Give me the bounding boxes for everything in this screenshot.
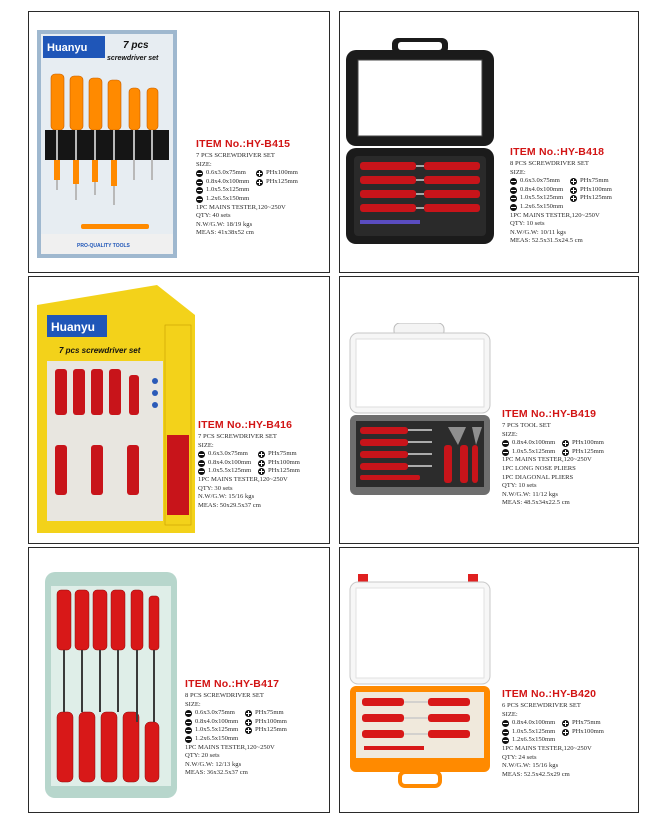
product-info-hy-b418	[510, 146, 638, 246]
item-number: ITEM No.:HY-B420	[502, 688, 597, 700]
size-row	[510, 203, 638, 212]
slotted-size: 0.6x3.0x75mm	[206, 169, 246, 177]
slotted-tip-icon	[196, 187, 203, 194]
extra-item: 1PC MAINS TESTER,120~250V	[502, 456, 592, 464]
size-label: SIZE:	[198, 441, 214, 449]
slotted-tip-icon	[510, 204, 517, 211]
slotted-tip-icon	[510, 187, 517, 194]
phillips-size: PHx125mm	[580, 194, 612, 202]
set-title: 6 PCS SCREWDRIVER SET	[502, 702, 581, 709]
size-label: SIZE:	[502, 430, 518, 438]
size-left	[185, 726, 245, 735]
size-left	[198, 450, 258, 459]
phillips-tip-icon	[258, 451, 265, 458]
slotted-tip-icon	[185, 736, 192, 743]
slotted-size: 1.2x6.5x150mm	[512, 736, 556, 744]
size-right	[562, 728, 604, 737]
size-label: SIZE:	[502, 710, 518, 718]
size-left	[510, 177, 570, 186]
measurement: MEAS: 48.5x34x22.5 cm	[502, 499, 570, 507]
weight: N.W/G.W: 15/16 kgs	[198, 493, 255, 501]
product-info-hy-b419	[502, 408, 638, 508]
phillips-size: PHx125mm	[572, 447, 604, 455]
weight: N.W/G.W: 18/19 kgs	[196, 220, 253, 228]
size-left	[510, 203, 570, 212]
size-left	[185, 735, 245, 744]
brand-logo-b416: Huanyu	[51, 320, 96, 334]
size-row	[185, 726, 327, 735]
size-left	[502, 439, 562, 448]
size-left	[510, 194, 570, 203]
slotted-tip-icon	[502, 440, 509, 447]
pack-subtitle-b415: screwdriver set	[107, 55, 159, 62]
product-card-hy-b419	[339, 276, 639, 544]
size-row	[502, 448, 638, 457]
phillips-tip-icon	[245, 727, 252, 734]
product-card-hy-b420	[339, 547, 639, 813]
slotted-size: 1.0x5.5x125mm	[208, 467, 252, 475]
size-right	[562, 439, 604, 448]
quantity: QTY: 30 sets	[198, 484, 233, 492]
size-left	[510, 186, 570, 195]
size-label: SIZE:	[185, 700, 201, 708]
set-title: 7 PCS SCREWDRIVER SET	[198, 433, 277, 440]
phillips-tip-icon	[570, 195, 577, 202]
product-photo-hy-b417	[45, 572, 177, 798]
size-left	[502, 719, 562, 728]
size-left	[502, 448, 562, 457]
product-photo-hy-b416	[37, 285, 195, 533]
slotted-tip-icon	[502, 720, 509, 727]
size-row	[502, 439, 638, 448]
phillips-size: PHx100mm	[572, 439, 604, 447]
slotted-size: 0.8x4.0x100mm	[512, 719, 556, 727]
measurement: MEAS: 52.5x42.5x29 cm	[502, 770, 570, 778]
size-right	[258, 467, 300, 476]
size-left	[185, 709, 245, 718]
slotted-tip-icon	[196, 170, 203, 177]
slotted-size: 0.8x4.0x100mm	[208, 458, 252, 466]
measurement: MEAS: 36x32.5x37 cm	[185, 769, 248, 777]
slotted-size: 1.0x5.5x125mm	[195, 726, 239, 734]
size-right	[570, 177, 609, 186]
quantity: QTY: 24 sets	[502, 753, 537, 761]
size-row	[185, 709, 327, 718]
slotted-tip-icon	[502, 737, 509, 744]
slotted-tip-icon	[185, 719, 192, 726]
size-left	[502, 736, 562, 745]
weight: N.W/G.W: 15/16 kgs	[502, 762, 559, 770]
size-left	[196, 186, 256, 195]
size-right	[570, 194, 612, 203]
size-row	[510, 186, 638, 195]
size-right	[245, 718, 287, 727]
product-card-hy-b416	[28, 276, 330, 544]
quantity: QTY: 10 sets	[510, 220, 545, 228]
extra-item: 1PC MAINS TESTER,120~250V	[510, 211, 600, 219]
set-title: 7 PCS SCREWDRIVER SET	[196, 152, 275, 159]
size-right	[570, 186, 612, 195]
size-row	[196, 195, 326, 204]
extra-item: 1PC DIAGONAL PLIERS	[502, 473, 574, 481]
size-row	[185, 735, 327, 744]
product-photo-hy-b420	[348, 574, 496, 794]
size-left	[185, 718, 245, 727]
size-left	[196, 195, 256, 204]
product-card-hy-b417	[28, 547, 330, 813]
pack-title-b415: 7 pcs	[123, 40, 149, 51]
item-number: ITEM No.:HY-B417	[185, 678, 280, 690]
slotted-tip-icon	[198, 451, 205, 458]
slotted-tip-icon	[510, 178, 517, 185]
phillips-tip-icon	[570, 178, 577, 185]
phillips-size: PHx100mm	[255, 717, 287, 725]
product-info-hy-b417	[185, 678, 327, 778]
size-right	[258, 450, 297, 459]
product-photo-hy-b415	[37, 30, 177, 258]
weight: N.W/G.W: 12/13 kgs	[185, 760, 242, 768]
phillips-tip-icon	[562, 449, 569, 456]
size-right	[256, 178, 298, 187]
measurement: MEAS: 52.5x31.5x24.5 cm	[510, 237, 583, 245]
phillips-tip-icon	[258, 460, 265, 467]
slotted-tip-icon	[185, 727, 192, 734]
slotted-size: 0.8x4.0x100mm	[195, 717, 239, 725]
measurement: MEAS: 41x38x52 cm	[196, 229, 254, 237]
slotted-tip-icon	[196, 196, 203, 203]
slotted-tip-icon	[185, 710, 192, 717]
phillips-size: PHx125mm	[268, 467, 300, 475]
size-row	[196, 169, 326, 178]
size-row	[185, 718, 327, 727]
quantity: QTY: 20 sets	[185, 752, 220, 760]
set-title: 7 PCS TOOL SET	[502, 422, 551, 429]
slotted-size: 1.2x6.5x150mm	[520, 202, 564, 210]
weight: N.W/G.W: 10/11 kgs	[510, 228, 566, 236]
slotted-size: 0.6x3.0x75mm	[208, 450, 248, 458]
brand-logo-b415: Huanyu	[47, 42, 88, 54]
phillips-size: PHx75mm	[572, 719, 601, 727]
size-right	[256, 169, 298, 178]
slotted-size: 1.0x5.5x125mm	[206, 186, 250, 194]
size-row	[502, 719, 638, 728]
item-number: ITEM No.:HY-B415	[196, 138, 291, 150]
size-row	[196, 178, 326, 187]
extra-item: 1PC MAINS TESTER,120~250V	[502, 744, 592, 752]
phillips-tip-icon	[570, 187, 577, 194]
size-row	[502, 736, 638, 745]
slotted-size: 1.2x6.5x150mm	[206, 194, 250, 202]
size-left	[198, 459, 258, 468]
size-label: SIZE:	[196, 160, 212, 168]
phillips-size: PHx125mm	[255, 726, 287, 734]
slotted-size: 0.6x3.0x75mm	[520, 177, 560, 185]
size-right	[258, 459, 300, 468]
size-left	[502, 728, 562, 737]
size-left	[198, 467, 258, 476]
set-title: 8 PCS SCREWDRIVER SET	[185, 692, 264, 699]
pack-title-b416: 7 pcs screwdriver set	[59, 346, 141, 355]
slotted-tip-icon	[502, 729, 509, 736]
slotted-size: 1.0x5.5x125mm	[512, 727, 556, 735]
extra-item: 1PC MAINS TESTER,120~250V	[198, 475, 288, 483]
item-number: ITEM No.:HY-B419	[502, 408, 597, 420]
product-info-hy-b415	[196, 138, 326, 238]
size-label: SIZE:	[510, 168, 526, 176]
product-photo-hy-b419	[348, 323, 496, 501]
phillips-tip-icon	[258, 468, 265, 475]
size-right	[562, 448, 604, 457]
size-left	[196, 178, 256, 187]
phillips-size: PHx100mm	[268, 458, 300, 466]
set-title: 8 PCS SCREWDRIVER SET	[510, 160, 589, 167]
phillips-tip-icon	[562, 729, 569, 736]
size-right	[562, 719, 601, 728]
product-info-hy-b416	[198, 419, 326, 510]
slotted-size: 1.0x5.5x125mm	[520, 194, 564, 202]
phillips-size: PHx75mm	[255, 709, 284, 717]
phillips-size: PHx100mm	[266, 169, 298, 177]
slotted-tip-icon	[510, 195, 517, 202]
phillips-size: PHx75mm	[268, 450, 297, 458]
extra-item: 1PC MAINS TESTER,120~250V	[196, 203, 286, 211]
weight: N.W/G.W: 11/12 kgs	[502, 490, 558, 498]
size-row	[196, 186, 326, 195]
size-row	[510, 194, 638, 203]
phillips-tip-icon	[245, 710, 252, 717]
slotted-size: 0.6x3.0x75mm	[195, 709, 235, 717]
size-left	[196, 169, 256, 178]
phillips-tip-icon	[256, 179, 263, 186]
item-number: ITEM No.:HY-B418	[510, 146, 605, 158]
extra-item: 1PC LONG NOSE PLIERS	[502, 464, 576, 472]
size-row	[198, 459, 326, 468]
quality-tag-b415: PRO-QUALITY TOOLS	[77, 243, 130, 249]
slotted-size: 0.8x4.0x100mm	[512, 439, 556, 447]
item-number: ITEM No.:HY-B416	[198, 419, 293, 431]
quantity: QTY: 10 sets	[502, 482, 537, 490]
slotted-tip-icon	[196, 179, 203, 186]
product-card-hy-b418	[339, 11, 639, 273]
size-row	[198, 450, 326, 459]
slotted-tip-icon	[502, 449, 509, 456]
phillips-tip-icon	[256, 170, 263, 177]
size-right	[245, 726, 287, 735]
size-row	[510, 177, 638, 186]
phillips-tip-icon	[245, 719, 252, 726]
product-info-hy-b420	[502, 688, 638, 779]
size-row	[198, 467, 326, 476]
product-photo-hy-b418	[346, 36, 494, 246]
phillips-tip-icon	[562, 440, 569, 447]
measurement: MEAS: 50x29.5x37 cm	[198, 501, 261, 509]
product-card-hy-b415	[28, 11, 330, 273]
slotted-tip-icon	[198, 468, 205, 475]
slotted-size: 0.8x4.0x100mm	[520, 185, 564, 193]
phillips-size: PHx100mm	[572, 727, 604, 735]
slotted-size: 0.8x4.0x100mm	[206, 177, 250, 185]
phillips-size: PHx75mm	[580, 177, 609, 185]
extra-item: 1PC MAINS TESTER,120~250V	[185, 743, 275, 751]
phillips-size: PHx125mm	[266, 177, 298, 185]
phillips-size: PHx100mm	[580, 185, 612, 193]
slotted-tip-icon	[198, 460, 205, 467]
size-row	[502, 728, 638, 737]
slotted-size: 1.2x6.5x150mm	[195, 734, 239, 742]
quantity: QTY: 40 sets	[196, 212, 231, 220]
size-right	[245, 709, 284, 718]
slotted-size: 1.0x5.5x125mm	[512, 447, 556, 455]
phillips-tip-icon	[562, 720, 569, 727]
